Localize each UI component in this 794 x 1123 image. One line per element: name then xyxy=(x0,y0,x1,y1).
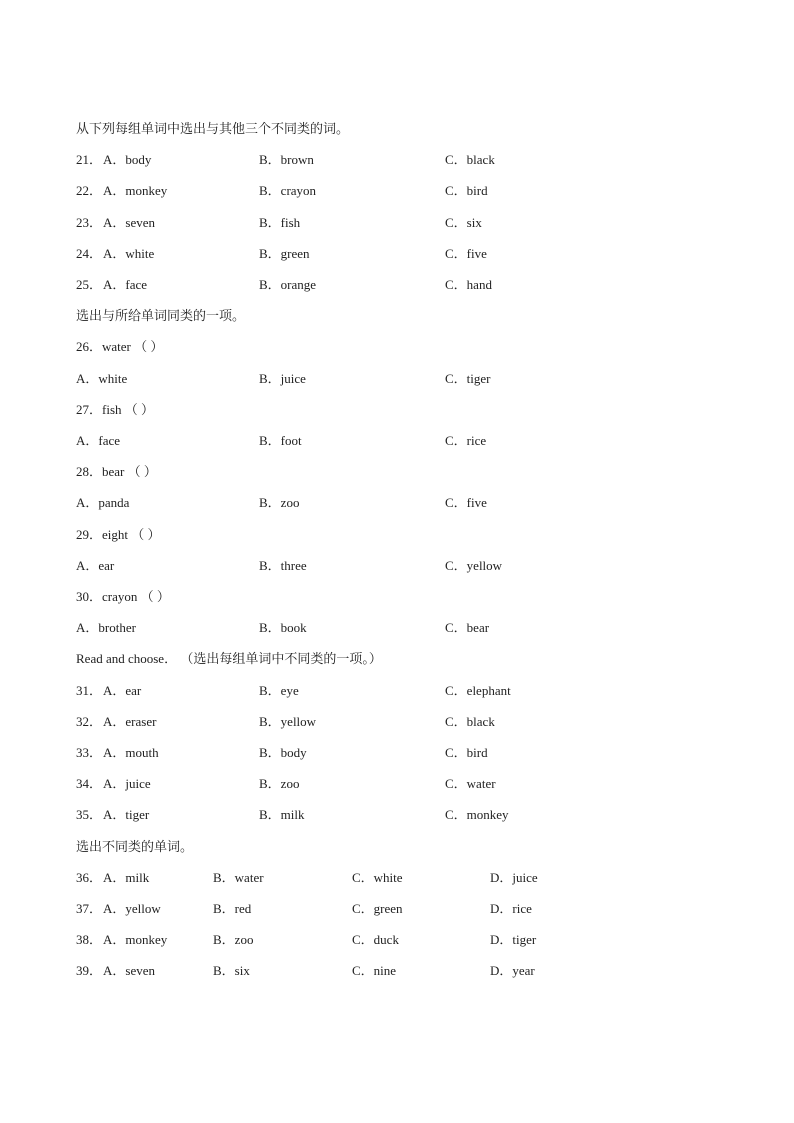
question-number: 38． xyxy=(76,932,103,947)
question-28-stem: 28．bear （ ） xyxy=(76,464,157,479)
option-a: A．white xyxy=(76,371,128,386)
question-number: 31． xyxy=(76,683,103,698)
option-c: C．six xyxy=(445,215,482,230)
option-b: B．juice xyxy=(259,371,306,386)
question-29-stem: 29．eight （ ） xyxy=(76,527,161,542)
option-c: C．five xyxy=(445,246,487,261)
question-number: 22． xyxy=(76,183,103,198)
option-d: D．tiger xyxy=(490,932,537,947)
option-b: B．six xyxy=(213,963,250,978)
option-d: D．rice xyxy=(490,901,532,916)
option-a: A．monkey xyxy=(103,932,168,947)
option-c: C．bird xyxy=(445,183,488,198)
question-number: 36． xyxy=(76,870,103,885)
option-b: B．zoo xyxy=(259,776,300,791)
option-a: A．juice xyxy=(103,776,151,791)
option-b: B．milk xyxy=(259,807,305,822)
option-a: A．white xyxy=(103,246,155,261)
option-b: B．yellow xyxy=(259,714,317,729)
option-a: A．panda xyxy=(76,495,130,510)
section-1-instruction: 从下列每组单词中选出与其他三个不同类的词。 xyxy=(76,121,350,136)
option-c: C．hand xyxy=(445,277,492,292)
option-c: C．duck xyxy=(352,932,399,947)
option-a: A．seven xyxy=(103,215,155,230)
question-number: 32． xyxy=(76,714,103,729)
option-a: A．body xyxy=(103,152,152,167)
option-a: A．seven xyxy=(103,963,155,978)
option-c: C．white xyxy=(352,870,403,885)
question-number: 34． xyxy=(76,776,103,791)
question-number: 21． xyxy=(76,152,103,167)
option-b: B．water xyxy=(213,870,264,885)
option-b: B．crayon xyxy=(259,183,317,198)
section-2-instruction: 选出与所给单词同类的一项。 xyxy=(76,308,246,323)
option-b: B．red xyxy=(213,901,252,916)
option-a: A．face xyxy=(76,433,121,448)
option-b: B．green xyxy=(259,246,310,261)
question-number: 37． xyxy=(76,901,103,916)
option-d: D．juice xyxy=(490,870,538,885)
option-c: C．black xyxy=(445,714,495,729)
question-number: 33． xyxy=(76,745,103,760)
option-b: B．three xyxy=(259,558,307,573)
question-27-stem: 27．fish （ ） xyxy=(76,402,155,417)
option-b: B．book xyxy=(259,620,307,635)
option-a: A．brother xyxy=(76,620,136,635)
option-b: B．foot xyxy=(259,433,302,448)
option-c: C．elephant xyxy=(445,683,511,698)
option-c: C．water xyxy=(445,776,496,791)
question-number: 24． xyxy=(76,246,103,261)
option-b: B．fish xyxy=(259,215,301,230)
option-b: B．brown xyxy=(259,152,314,167)
question-number: 35． xyxy=(76,807,103,822)
option-c: C．tiger xyxy=(445,371,491,386)
question-number: 39． xyxy=(76,963,103,978)
question-number: 23． xyxy=(76,215,103,230)
option-c: C．monkey xyxy=(445,807,509,822)
option-c: C．yellow xyxy=(445,558,503,573)
option-c: C．bird xyxy=(445,745,488,760)
question-number: 25． xyxy=(76,277,103,292)
section-4-instruction: 选出不同类的单词。 xyxy=(76,839,194,854)
section-3-instruction: Read and choose． （选出每组单词中不同类的一项。） xyxy=(76,651,382,666)
option-a: A．monkey xyxy=(103,183,168,198)
option-a: A．ear xyxy=(103,683,142,698)
option-a: A．face xyxy=(103,277,148,292)
option-a: A．yellow xyxy=(103,901,161,916)
option-c: C．five xyxy=(445,495,487,510)
option-c: C．bear xyxy=(445,620,490,635)
option-b: B．orange xyxy=(259,277,317,292)
question-30-stem: 30．crayon （ ） xyxy=(76,589,170,604)
option-b: B．eye xyxy=(259,683,299,698)
option-c: C．nine xyxy=(352,963,397,978)
option-a: A．ear xyxy=(76,558,115,573)
option-d: D．year xyxy=(490,963,535,978)
option-a: A．tiger xyxy=(103,807,150,822)
option-a: A．milk xyxy=(103,870,150,885)
option-c: C．rice xyxy=(445,433,487,448)
question-26-stem: 26．water （ ） xyxy=(76,339,164,354)
option-b: B．zoo xyxy=(213,932,254,947)
option-b: B．body xyxy=(259,745,307,760)
option-a: A．eraser xyxy=(103,714,157,729)
option-c: C．green xyxy=(352,901,403,916)
option-a: A．mouth xyxy=(103,745,159,760)
option-b: B．zoo xyxy=(259,495,300,510)
option-c: C．black xyxy=(445,152,495,167)
